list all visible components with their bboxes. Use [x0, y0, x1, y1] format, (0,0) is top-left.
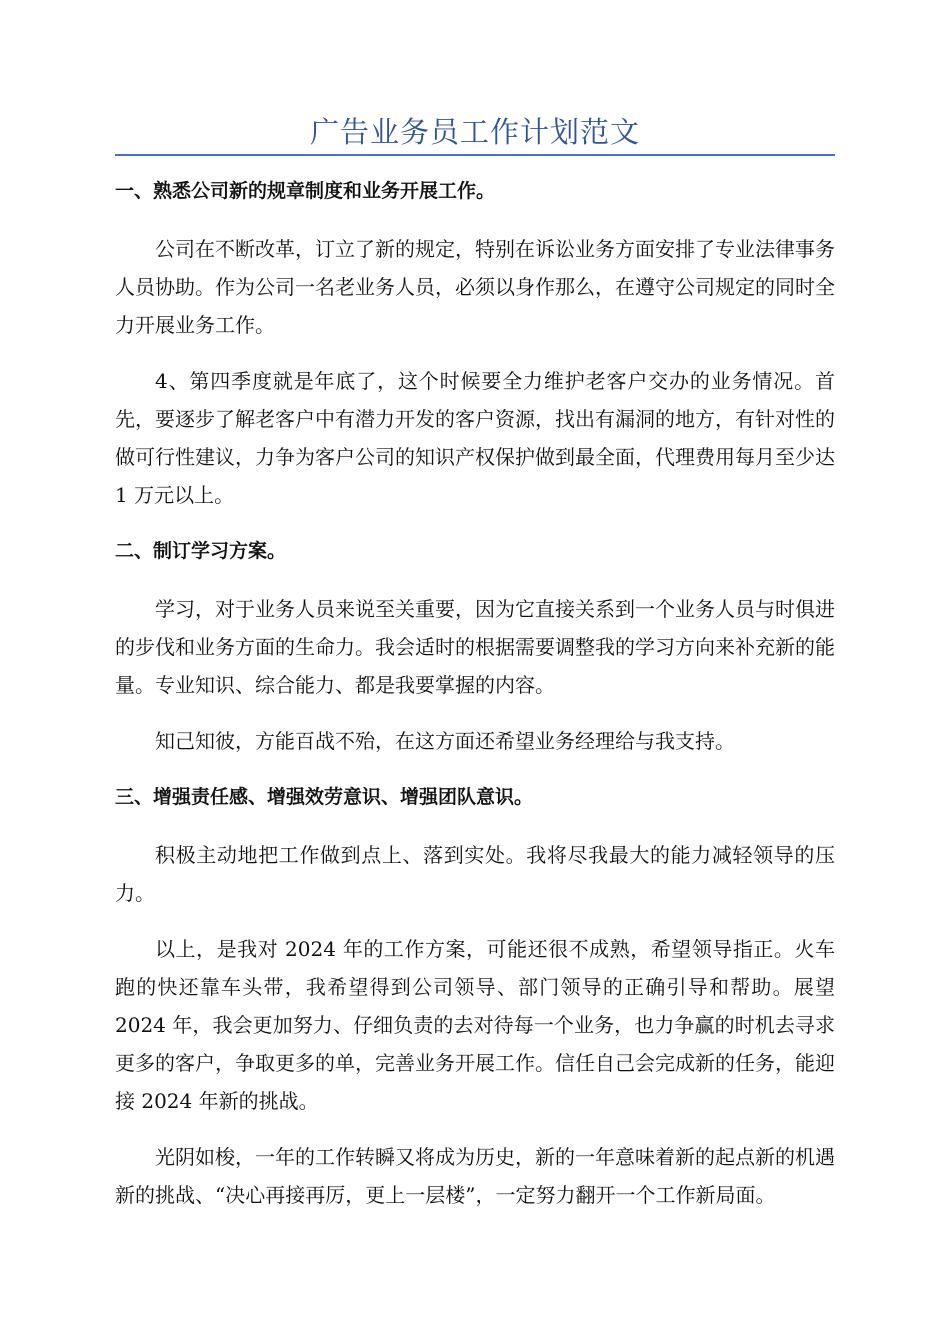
body-paragraph: 以上，是我对 2024 年的工作方案，可能还很不成熟，希望领导指正。火车跑的快还靠车头带，我希望得到公司领导、部门领导的正确引导和帮助。展望 2024 年，我会更加努力、仔细负责的去对待每一个业务，也力争赢的时机去寻求更多的客户，争取更多的单，完善业务开展工作。信任自己会完成新的任务，能迎接 2024 年新的挑战。 — [115, 937, 835, 1113]
title-underline — [115, 154, 835, 156]
body-paragraph: 光阴如梭，一年的工作转瞬又将成为历史，新的一年意味着新的起点新的机遇新的挑战、“决心再接再厉，更上一层楼”，一定努力翻开一个工作新局面。 — [115, 1145, 835, 1207]
section-heading: 三、增强责任感、增强效劳意识、增强团队意识。 — [115, 786, 534, 808]
section-heading: 一、熟悉公司新的规章制度和业务开展工作。 — [115, 180, 496, 202]
section-heading: 二、制订学习方案。 — [115, 540, 287, 562]
body-paragraph: 积极主动地把工作做到点上、落到实处。我将尽我最大的能力减轻领导的压力。 — [115, 843, 835, 905]
document-title: 广告业务员工作计划范文 — [309, 115, 640, 149]
body-paragraph: 公司在不断改革，订立了新的规定，特别在诉讼业务方面安排了专业法律事务人员协助。作为公司一名老业务人员，必须以身作那么，在遵守公司规定的同时全力开展业务工作。 — [115, 237, 835, 337]
body-paragraph: 学习，对于业务人员来说至关重要，因为它直接关系到一个业务人员与时俱进的步伐和业务方面的生命力。我会适时的根据需要调整我的学习方向来补充新的能量。专业知识、综合能力、都是我要掌握的内容。 — [115, 597, 835, 697]
body-paragraph: 4、第四季度就是年底了，这个时候要全力维护老客户交办的业务情况。首先，要逐步了解老客户中有潜力开发的客户资源，找出有漏洞的地方，有针对性的做可行性建议，力争为客户公司的知识产权保护做到最全面，代理费用每月至少达 1 万元以上。 — [115, 369, 835, 507]
body-paragraph: 知己知彼，方能百战不殆，在这方面还希望业务经理给与我支持。 — [155, 729, 735, 753]
document-body — [115, 172, 835, 1232]
